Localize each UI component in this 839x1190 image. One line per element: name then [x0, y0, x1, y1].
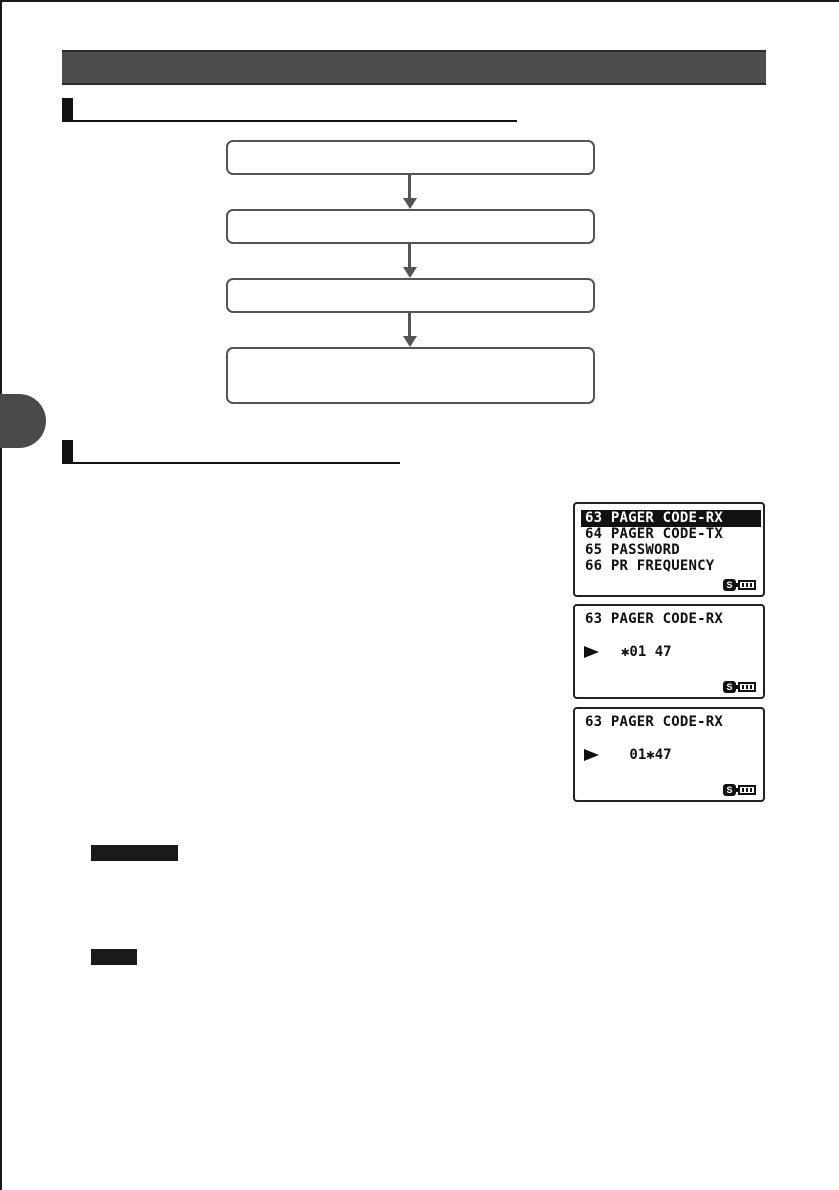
section-heading-rule	[73, 462, 400, 464]
flow-step-2	[226, 209, 595, 244]
pointer-arrow-icon	[584, 646, 599, 658]
flow-arrow-2	[403, 244, 417, 278]
lcd-status-icons	[723, 784, 757, 796]
lcd-menu-item-66: 66 PR FREQUENCY	[585, 558, 715, 574]
lcd-edit-screen-2	[573, 707, 765, 802]
lcd-title: 63 PAGER CODE-RX	[585, 611, 724, 627]
battery-icon	[738, 785, 756, 795]
note-label-block-2	[91, 949, 137, 965]
section-title-bar	[62, 50, 766, 85]
pager-code-value: ✱01 47	[621, 644, 672, 660]
lcd-edit-screen-1	[573, 604, 765, 699]
flow-step-4	[226, 347, 595, 404]
battery-icon	[738, 580, 756, 590]
pager-code-value: 01✱47	[621, 747, 672, 763]
section-heading-2	[62, 440, 400, 464]
pointer-arrow-icon	[584, 749, 599, 761]
lcd-status-icons	[723, 579, 757, 591]
flow-step-3	[226, 278, 595, 313]
lcd-menu-screen	[573, 502, 765, 597]
lcd-menu-item-65: 65 PASSWORD	[585, 542, 680, 558]
lcd-menu-item-64: 64 PAGER CODE-TX	[585, 526, 724, 542]
lcd-title: 63 PAGER CODE-RX	[585, 714, 724, 730]
battery-icon	[738, 682, 756, 692]
chapter-side-tab	[0, 394, 46, 448]
flow-step-1	[226, 140, 595, 175]
note-label-block-1	[91, 845, 178, 861]
page-top-border	[0, 0, 839, 2]
flow-arrow-1	[403, 175, 417, 209]
section-heading-1	[62, 98, 517, 122]
s-badge-icon: S	[723, 579, 736, 591]
s-badge-icon: S	[723, 784, 736, 796]
section-heading-rule	[73, 120, 517, 122]
lcd-menu-item-63: 63 PAGER CODE-RX	[581, 510, 761, 527]
flow-arrow-3	[403, 313, 417, 347]
section-heading-marker	[62, 440, 73, 464]
lcd-status-icons	[723, 681, 757, 693]
section-heading-marker	[62, 98, 73, 122]
s-badge-icon: S	[723, 681, 736, 693]
page-left-border	[0, 0, 2, 1190]
